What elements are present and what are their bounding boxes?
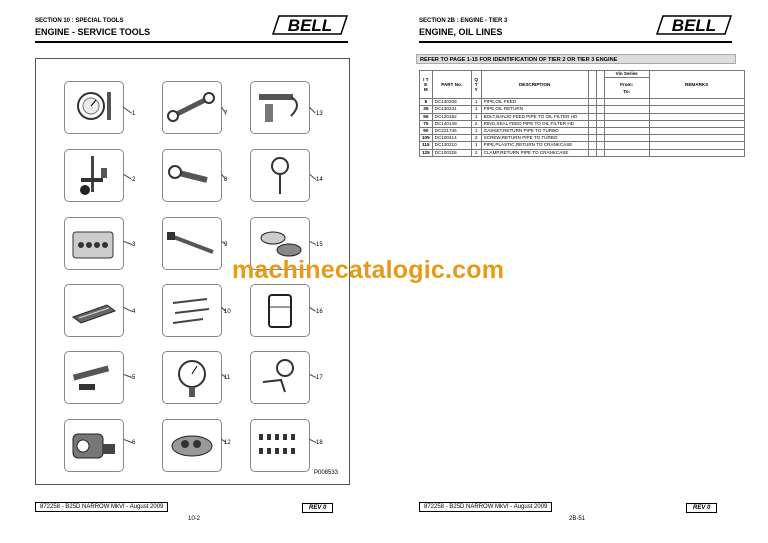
footer-doc-info: 872258 - B25D NARROW MkVI - August 2009 [35, 502, 168, 512]
tool-number: 11 [224, 375, 231, 381]
leader-line [123, 174, 132, 180]
leader-line [309, 174, 316, 180]
tool-number: 13 [316, 111, 323, 117]
tool-number: 6 [132, 440, 136, 446]
tool-number: 9 [224, 242, 228, 248]
section-label: SECTION 10 : SPECIAL TOOLS [35, 18, 124, 24]
svg-text:BELL: BELL [671, 16, 717, 35]
description-cell: RING,SEAL FEED PIPE TO OIL FILTER HD [481, 120, 588, 127]
qty-cell: 1 [471, 142, 481, 149]
item-cell: 115 [420, 142, 433, 149]
tool-puller [64, 351, 124, 404]
tool-compression-gauge [250, 149, 310, 202]
qty-cell: 1 [471, 99, 481, 106]
qty-cell: 1 [471, 113, 481, 120]
parts-table [419, 70, 745, 157]
table-row [420, 127, 745, 134]
page-title: ENGINE, OIL LINES [419, 27, 503, 37]
section-label: SECTION 2B : ENGINE - TIER 3 [419, 18, 508, 24]
qty-cell: 2 [471, 120, 481, 127]
remarks-header: REMARKS [649, 71, 744, 99]
toolcase-icon [65, 218, 123, 269]
tool-number: 2 [132, 177, 136, 183]
item-cell: 35 [420, 106, 433, 113]
leader-line [124, 439, 132, 443]
leader-line [124, 307, 132, 312]
dial-gauge-icon [65, 82, 123, 133]
tool-vacuum-gauge [250, 351, 310, 404]
item-cell: 70 [420, 120, 433, 127]
filter-cup-icon [251, 285, 309, 336]
svg-text:BELL: BELL [287, 16, 333, 35]
qty-cell: 1 [471, 106, 481, 113]
part-no-cell: DC140149 [432, 120, 471, 127]
tool-spanner [162, 81, 222, 134]
table-row [420, 135, 745, 142]
header-rule [419, 41, 732, 43]
footer-doc-info: 872258 - B25D NARROW MkVI - August 2009 [419, 502, 552, 512]
tool-number: 1 [132, 111, 136, 117]
clamp-icon [65, 420, 123, 471]
part-no-header: PART No. [432, 71, 471, 99]
revision-badge: REV 0 [302, 503, 333, 513]
from-to-header: From: To: [604, 78, 649, 99]
tool-pressure-gauge [162, 351, 222, 404]
description-cell: GASKET,RETURN PIPE TO TURBO [481, 127, 588, 134]
oil-pump-icon [251, 82, 309, 133]
item-cell: 105 [420, 135, 433, 142]
tool-pin-set [162, 284, 222, 337]
pin-set-icon [163, 285, 221, 336]
page-number: 2B-51 [569, 516, 586, 522]
leader-line [124, 241, 132, 245]
tool-filter-cup [250, 284, 310, 337]
header-rule [35, 41, 348, 43]
vin-series-header: Vin Series [604, 71, 649, 78]
extension-bar-icon [163, 218, 221, 269]
tool-fitting-set [250, 419, 310, 472]
adapter-kit-icon [163, 420, 221, 471]
pressure-gauge-icon [163, 352, 221, 403]
qty-cell: 2 [471, 149, 481, 156]
table-row [420, 149, 745, 156]
tool-box-wrench [162, 149, 222, 202]
puller-icon [65, 352, 123, 403]
tool-number: 4 [132, 309, 136, 315]
table-row [420, 113, 745, 120]
part-no-cell: DC100414 [432, 135, 471, 142]
part-no-cell: DC130208 [432, 99, 471, 106]
tool-number: 14 [316, 177, 323, 183]
description-cell: PIPE,OIL RETURN [481, 106, 588, 113]
part-no-cell: DC130231 [432, 106, 471, 113]
page-title: ENGINE - SERVICE TOOLS [35, 27, 151, 37]
leader-line [309, 307, 316, 312]
image-code: P008533 [314, 470, 339, 476]
description-cell: CLAMP,RETURN PIPE TO CRANKCASE [481, 149, 588, 156]
qty-cell: 1 [471, 127, 481, 134]
qty-cell: 2 [471, 135, 481, 142]
watermark: machinecatalogic.com [232, 256, 505, 284]
part-no-cell: DC130210 [432, 142, 471, 149]
spanner-icon [163, 82, 221, 133]
bell-logo [271, 14, 349, 36]
tool-number: 17 [316, 375, 323, 381]
feeler-icon [65, 285, 123, 336]
refer-note: REFER TO PAGE 1-15 FOR IDENTIFICATION OF TIER 2 OR TIER 3 ENGINE [416, 54, 736, 64]
tool-number: 3 [132, 242, 136, 248]
item-cell: 90 [420, 127, 433, 134]
tool-number: 7 [224, 111, 228, 117]
item-header: I T E M [420, 71, 433, 99]
item-cell: 8 [420, 99, 433, 106]
tool-number: 10 [224, 309, 231, 315]
tool-number: 5 [132, 375, 136, 381]
tool-number: 15 [316, 242, 323, 248]
tool-socket-kit [64, 217, 124, 270]
description-cell: SCREW,RETURN PIPE TO TURBO [481, 135, 588, 142]
tool-dial-gauge [64, 81, 124, 134]
leader-line [123, 107, 132, 114]
tool-number: 8 [224, 177, 228, 183]
tool-number: 18 [316, 440, 323, 446]
box-wrench-icon [163, 150, 221, 201]
tool-tensioner [64, 149, 124, 202]
description-cell: PIPE,PLASTIC,RETURN TO CRANKCASE [481, 142, 588, 149]
leader-line [124, 374, 132, 378]
table-row [420, 142, 745, 149]
description-cell: PIPE,OIL FEED [481, 99, 588, 106]
tool-oil-pump-tester [250, 81, 310, 134]
table-row [420, 120, 745, 127]
table-row [420, 99, 745, 106]
description-header: DESCRIPTION [481, 71, 588, 99]
fitting-set-icon [251, 420, 309, 471]
vacuum-gauge-icon [251, 352, 309, 403]
description-cell: BOLT,BANJO FEED PIPE TO OIL FILTER HD [481, 113, 588, 120]
tool-extension-bar [162, 217, 222, 270]
leader-line [309, 107, 316, 114]
tool-feeler-set [64, 284, 124, 337]
qty-header: Q T Y [471, 71, 481, 99]
part-no-cell: DC100326 [432, 149, 471, 156]
tool-clamp [64, 419, 124, 472]
bell-logo [655, 14, 733, 36]
table-row [420, 106, 745, 113]
compression-gauge-icon [251, 150, 309, 201]
revision-badge: REV 0 [686, 503, 717, 513]
item-cell: 55 [420, 113, 433, 120]
part-no-cell: DC120182 [432, 113, 471, 120]
tool-number: 12 [224, 440, 231, 446]
tensioner-icon [65, 150, 123, 201]
item-cell: 125 [420, 149, 433, 156]
tool-number: 16 [316, 309, 323, 315]
page-number: 10-2 [188, 516, 201, 522]
tool-adapter-kit [162, 419, 222, 472]
part-no-cell: DC221746 [432, 127, 471, 134]
